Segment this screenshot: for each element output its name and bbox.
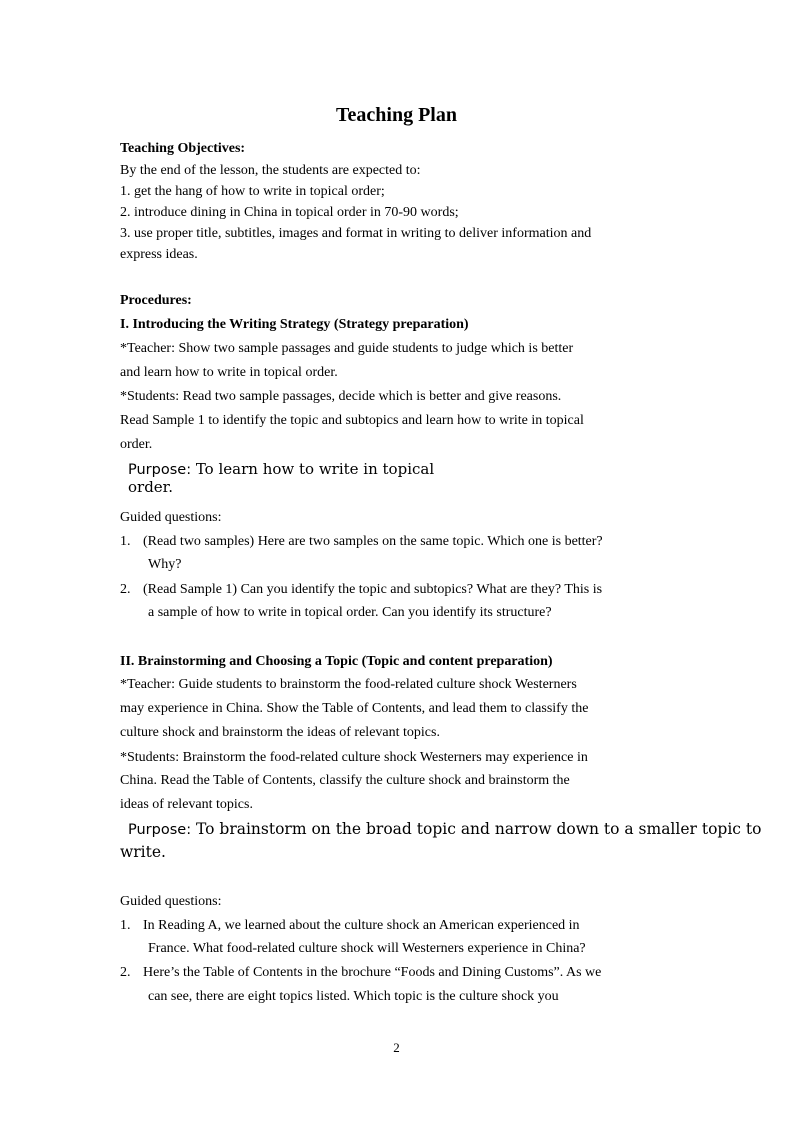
section-line: China. Read the Table of Contents, classify the culture shock and brainstorm the xyxy=(120,773,570,788)
section-line: ideas of relevant topics. xyxy=(120,797,253,812)
section-line: *Students: Read two sample passages, decide which is better and give reasons. xyxy=(120,389,562,404)
question-number: 2. xyxy=(120,582,131,597)
procedures-heading: Procedures: xyxy=(120,293,192,308)
objective-line: express ideas. xyxy=(120,247,198,262)
purpose-text: To brainstorm on the broad topic and narrow down to a smaller topic to xyxy=(191,820,762,838)
section-line: Read Sample 1 to identify the topic and subtopics and learn how to write in topical xyxy=(120,413,584,428)
objective-line: 3. use proper title, subtitles, images and format in writing to deliver information and xyxy=(120,226,592,241)
section-line: *Students: Brainstorm the food-related culture shock Westerners may experience in xyxy=(120,750,588,765)
section-line: *Teacher: Guide students to brainstorm the food-related culture shock Westerners xyxy=(120,677,577,692)
purpose-statement xyxy=(128,460,434,479)
question-text: can see, there are eight topics listed. Which topic is the culture shock you xyxy=(148,989,559,1004)
section-line: culture shock and brainstorm the ideas of relevant topics. xyxy=(120,725,440,740)
section-line: *Teacher: Show two sample passages and guide students to judge which is better xyxy=(120,341,574,356)
question-text: Why? xyxy=(148,557,182,572)
objective-line: By the end of the lesson, the students are expected to: xyxy=(120,163,421,178)
objectives-heading: Teaching Objectives: xyxy=(120,141,246,156)
purpose-statement xyxy=(128,820,761,839)
question-text: (Read two samples) Here are two samples on the same topic. Which one is better? xyxy=(143,534,603,549)
question-text: (Read Sample 1) Can you identify the topic and subtopics? What are they? This is xyxy=(143,582,603,597)
purpose-text: To learn how to write in topical xyxy=(191,460,435,478)
purpose-label: Purpose: xyxy=(128,462,192,478)
objective-line: 1. get the hang of how to write in topical order; xyxy=(120,184,385,199)
page-title: Teaching Plan xyxy=(336,104,457,126)
section-line: order. xyxy=(120,437,153,452)
purpose-label: Purpose: xyxy=(128,822,192,838)
page-number: 2 xyxy=(393,1040,400,1055)
guided-questions-heading: Guided questions: xyxy=(120,894,222,909)
section-line: may experience in China. Show the Table of Contents, and lead them to classify the xyxy=(120,701,589,716)
section-heading: I. Introducing the Writing Strategy (Strategy preparation) xyxy=(120,317,469,332)
section-heading: II. Brainstorming and Choosing a Topic (Topic and content preparation) xyxy=(120,654,553,669)
question-number: 1. xyxy=(120,918,131,933)
purpose-text-continued: write. xyxy=(120,843,166,861)
question-text: a sample of how to write in topical order. Can you identify its structure? xyxy=(148,605,552,620)
section-line: and learn how to write in topical order. xyxy=(120,365,338,380)
question-number: 1. xyxy=(120,534,131,549)
question-text: Here’s the Table of Contents in the brochure “Foods and Dining Customs”. As we xyxy=(143,965,602,980)
question-number: 2. xyxy=(120,965,131,980)
purpose-text-continued: order. xyxy=(128,478,173,496)
objective-line: 2. introduce dining in China in topical order in 70-90 words; xyxy=(120,205,459,220)
question-text: France. What food-related culture shock will Westerners experience in China? xyxy=(148,941,586,956)
question-text: In Reading A, we learned about the culture shock an American experienced in xyxy=(143,918,580,933)
guided-questions-heading: Guided questions: xyxy=(120,510,222,525)
